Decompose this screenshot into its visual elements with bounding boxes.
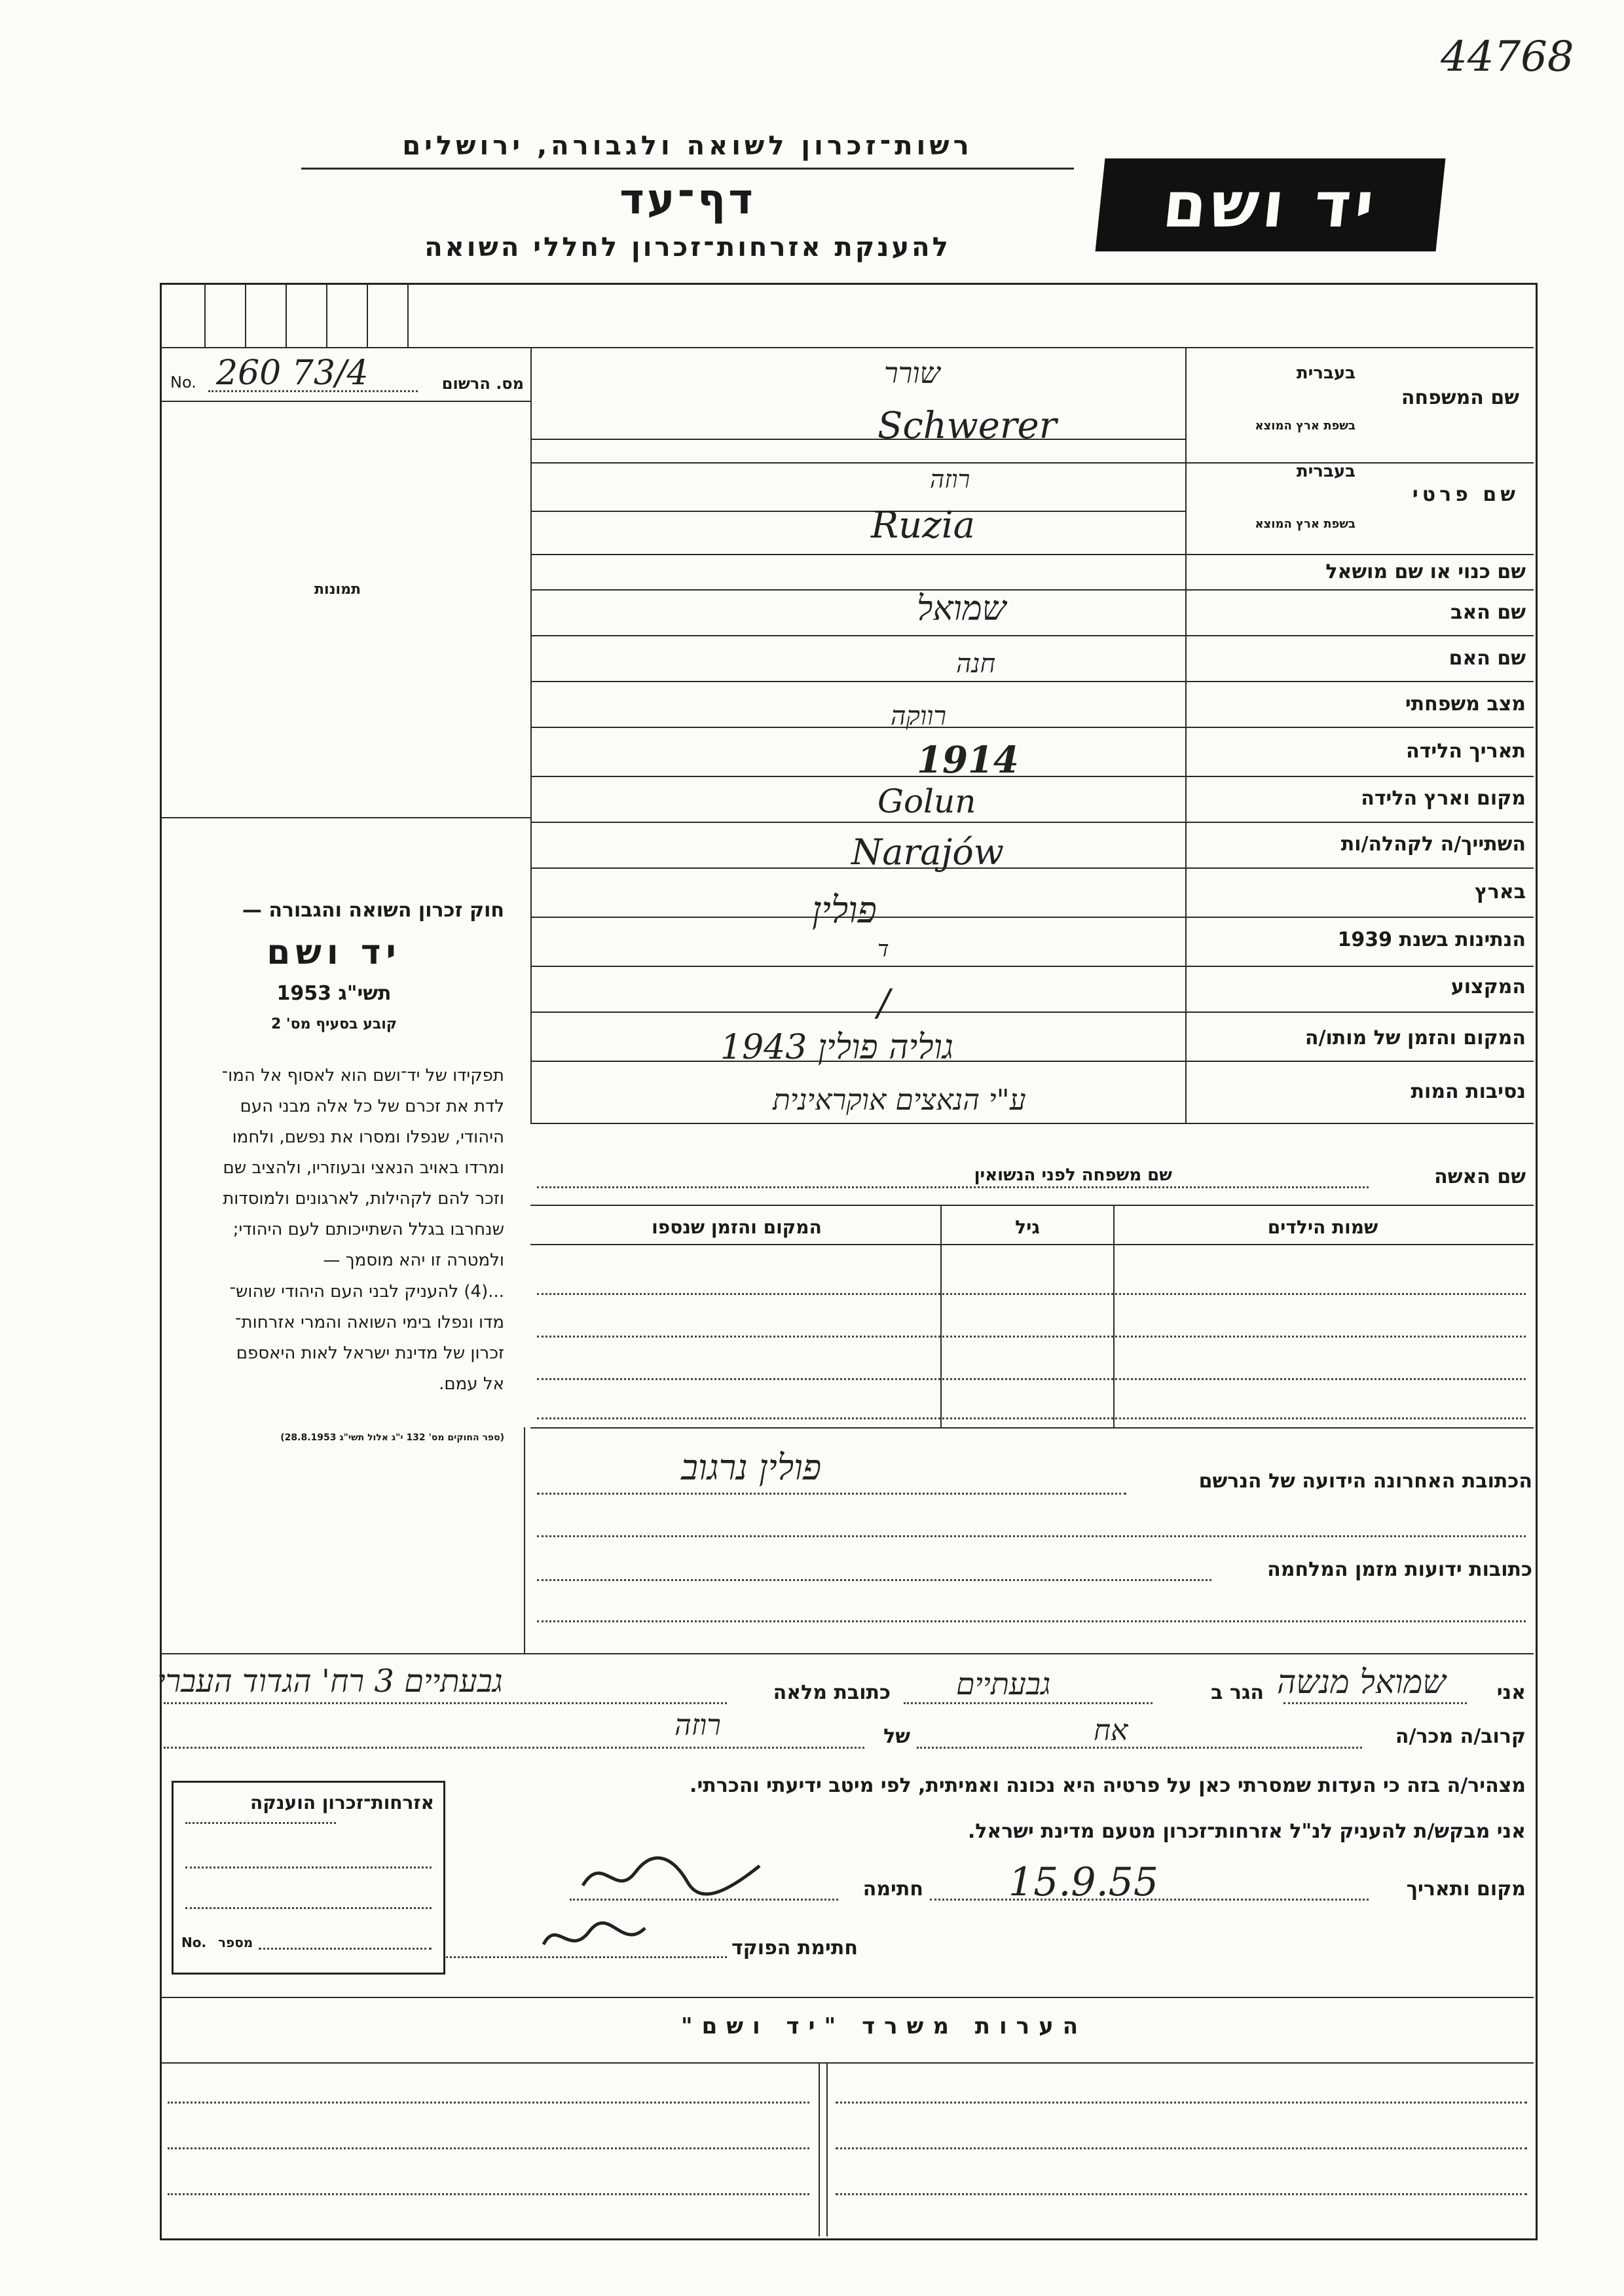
value-family-hebrew: שורר (884, 357, 940, 390)
org-underline (301, 168, 1074, 170)
value-country: פולין (812, 889, 877, 932)
label-officer-signature: חתימת הפוקד (731, 1937, 858, 1959)
form-subtitle: להענקת אזרחות־זכרון לחללי השואה (424, 232, 951, 263)
label-nickname: שם כנוי או שם מושאל (1325, 560, 1526, 583)
value-marital: רווקה (891, 701, 946, 731)
law-paragraph-1: תפקידו של יד־ושם הוא לאסוף אל המו־ לדת את זכרם של כל אלה מבני העם היהודי, שנפלו ומסרו את נפשם, ולחמו ומרדו באויב הנאצי ובעוזריו, ולהציב שם וזכר להם לקהילות, לארגונים ולמוסדות שנחרבו בגלל השתייכותם לעם היהודי; ולמטרה זו יהא מוסמך — (221, 1066, 504, 1270)
col-children-place: המקום והזמן שנספו (652, 1216, 822, 1238)
form-title: דף־עד (619, 175, 756, 224)
label-relation: קרוב/ה מכר/ה (1395, 1725, 1526, 1748)
value-first-origin: Ruzia (871, 504, 976, 547)
value-relation: אח (1094, 1714, 1128, 1747)
value-profession: / (877, 982, 890, 1025)
citizenship-box-number-label: מספר (218, 1935, 253, 1950)
label-i: אני (1496, 1681, 1526, 1704)
value-death-place-time: גוליה פולין 1943 (720, 1028, 954, 1067)
label-maiden-name: שם משפחה לפני הנשואין (974, 1165, 1172, 1185)
citizenship-box-title: אזרחות־זכרון הוענקה (250, 1792, 434, 1813)
registration-number: 260 73/4 (216, 354, 369, 393)
label-full-address: כתובת מלאה (773, 1681, 891, 1704)
value-mother: חנה (956, 649, 996, 679)
label-profession: המקצוע (1450, 975, 1526, 998)
label-birth-place: מקום וארץ הלידה (1361, 787, 1526, 810)
label-father: שם האב (1450, 601, 1526, 624)
label-birth-date: תאריך הלידה (1406, 740, 1526, 763)
label-death-place-time: המקום והזמן של מותו/ה (1304, 1027, 1526, 1049)
value-community: Narajów (851, 831, 1004, 873)
citizenship-box-no: No. (181, 1935, 207, 1950)
label-last-address: הכתובת האחרונה הידועה של הנרשם (1198, 1470, 1532, 1493)
label-place-date: מקום ותאריך (1406, 1878, 1526, 1901)
registration-no-label: No. (170, 373, 196, 392)
value-city: גבעתיים (956, 1666, 1051, 1702)
label-resides: הגר ב (1211, 1681, 1264, 1704)
law-name: יד ושם (267, 933, 401, 972)
label-family-origin: בשפת ארץ המוצא (1255, 419, 1356, 433)
photo-label: תמונות (314, 581, 361, 598)
stamp-number: 44768 (1441, 33, 1574, 81)
label-wartime-address: כתובות ידועות מזמן המלחמה (1267, 1558, 1532, 1581)
label-family-hebrew: בעברית (1296, 363, 1356, 383)
label-community: השתייך/ה לקהלה/ות (1340, 833, 1526, 856)
label-wife: שם האשה (1434, 1165, 1526, 1188)
law-year: תשי"ג 1953 (276, 982, 392, 1005)
office-notes-title: הערות משרד "יד ושם" (680, 2013, 1088, 2039)
registration-label: מס. הרשום (441, 374, 524, 393)
label-country: בארץ (1474, 881, 1526, 903)
value-birth-place: Golun (877, 782, 976, 820)
label-first-name: שם פרטי (1412, 483, 1519, 506)
label-family-name: שם המשפחה (1401, 386, 1519, 409)
label-citizenship: הנתינות בשנת 1939 (1337, 928, 1526, 951)
value-death-circumstances: ע"י הנאצים אוקראינית (773, 1084, 1026, 1117)
value-declarant-name: שמואל מנשה (1277, 1663, 1446, 1701)
value-family-origin: Schwerer (877, 405, 1057, 447)
value-citizenship: ד (877, 936, 889, 962)
col-children-names: שמות הילדים (1267, 1216, 1378, 1238)
request-text: אני מבקש/ת להעניק לנ"ל אזרחות־זכרון מטעם מדינת ישראל. (967, 1820, 1526, 1843)
value-last-address: פולין נרגוב (681, 1447, 822, 1488)
law-paragraph-2: ...(4) להעניק לבני העם היהודי שהוש־ מדו ונפלו בימי השואה והמרי אזרחות־ זכרון של מדינת ישראל לאות היאספם אל עמם. (229, 1282, 504, 1394)
label-mother: שם האם (1449, 647, 1526, 670)
law-source: (ספר החוקים מס' 132 י"ג אלול תשי"ג 28.8.1953) (280, 1432, 504, 1443)
label-first-origin: בשפת ארץ המוצא (1255, 517, 1356, 531)
value-father: שמואל (917, 589, 1006, 629)
label-marital: מצב משפחתי (1405, 693, 1526, 716)
declaration-text: מצהיר/ה בזה כי העדות שמסרתי כאן על פרטיה היא נכונה ואמיתית, לפי מיטב ידיעתי והכרתי. (690, 1774, 1526, 1797)
law-title: חוק זכרון השואה והגבורה — (242, 899, 504, 922)
label-signature: חתימה (862, 1878, 923, 1901)
value-birth-date: 1914 (917, 738, 1019, 782)
declarant-signature (576, 1846, 773, 1905)
value-first-hebrew: רוזה (930, 465, 970, 494)
yad-vashem-logo: יד ושם (1096, 158, 1446, 251)
value-date: 15.9.55 (1008, 1859, 1159, 1905)
law-clause: קובע בסעיף מס' 2 (270, 1016, 397, 1032)
value-of: רוזה (674, 1709, 721, 1742)
org-name: רשות־זכרון לשואה ולגבורה, ירושלים (402, 131, 973, 161)
citizenship-granted-box (172, 1781, 445, 1975)
label-death-circumstances: נסיבות המות (1411, 1080, 1526, 1103)
value-full-address: גבעתיים 3 רח' הגדוד העברי (157, 1663, 503, 1700)
col-children-age: גיל (1015, 1216, 1040, 1238)
label-first-hebrew: בעברית (1296, 462, 1356, 481)
label-of: של (883, 1725, 910, 1748)
